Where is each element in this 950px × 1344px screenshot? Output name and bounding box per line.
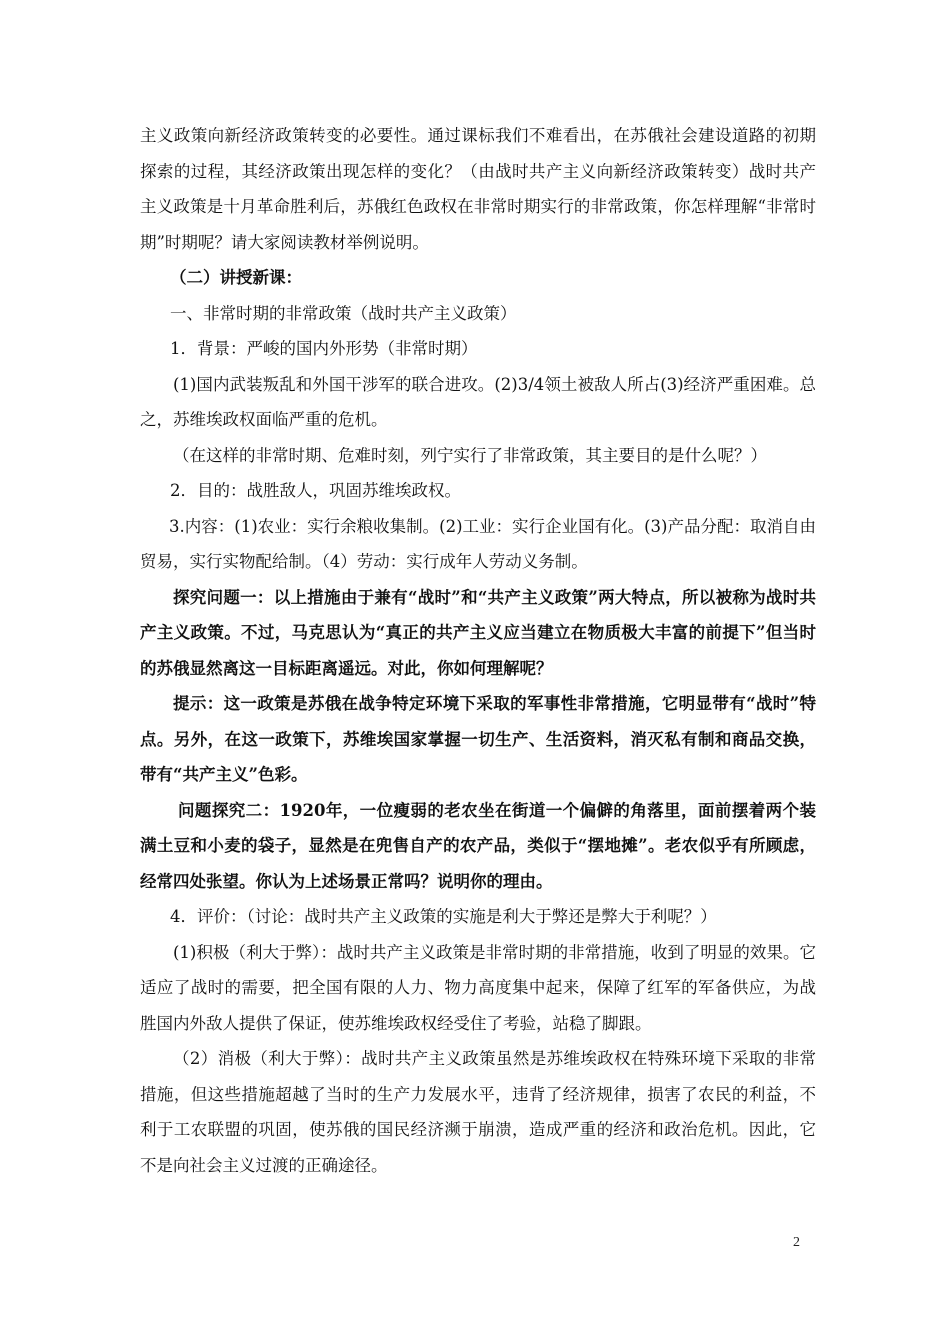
background-detail-paragraph: (1)国内武装叛乱和外国干涉军的联合进攻。(2)3/4领土被敌人所占(3)经济严重困难。总之，苏维埃政权面临严重的危机。 — [140, 374, 816, 429]
content-paragraph: 3.内容：(1)农业：实行余粮收集制。(2)工业：实行企业国有化。(3)产品分配：取消自由贸易，实行实物配给制。（4）劳动：实行成年人劳动义务制。 — [140, 516, 816, 571]
negative-evaluation-paragraph: （2）消极（利大于弊）：战时共产主义政策虽然是苏维埃政权在特殊环境下采取的非常措施，但这些措施超越了当时的生产力发展水平，违背了经济规律，损害了农民的利益，不利于工农联盟的巩固，使苏俄的国民经济濒于崩溃，造成严重的经济和政治危机。因此，它不是向社会主义过渡的正确途径。 — [140, 1049, 816, 1175]
page-number: 2 — [793, 1235, 800, 1250]
transition-question: （在这样的非常时期、危难时刻，列宁实行了非常政策，其主要目的是什么呢？） — [173, 445, 767, 465]
lesson-heading: （二）讲授新课： — [170, 268, 302, 287]
hint-paragraph: 提示：这一政策是苏俄在战争特定环境下采取的军事性非常措施，它明显带有“战时”特点。另外，在这一政策下，苏维埃国家掌握一切生产、生活资料，消灭私有制和商品交换，带有“共产主义”色彩。 — [140, 694, 816, 784]
evaluation-heading: 4．评价：（讨论：战时共产主义政策的实施是利大于弊还是弊大于利呢？） — [170, 907, 717, 926]
purpose-heading: 2．目的：战胜敌人，巩固苏维埃政权。 — [170, 481, 461, 500]
inquiry-two-paragraph: 问题探究二：1920年，一位瘦弱的老农坐在街道一个偏僻的角落里，面前摆着两个装满土豆和小麦的袋子，显然是在兜售自产的农产品，类似于“摆地摊”。老农似乎有所顾虑，经常四处张望。你认为上述场景正常吗？说明你的理由。 — [140, 800, 816, 891]
inquiry-one-paragraph: 探究问题一：以上措施由于兼有“战时”和“共产主义政策”两大特点，所以被称为战时共产主义政策。不过，马克思认为“真正的共产主义应当建立在物质极大丰富的前提下”但当时的苏俄显然离这一目标距离遥远。对此，你如何理解呢？ — [140, 587, 816, 678]
section-one-heading: 一、非常时期的非常政策（战时共产主义政策） — [170, 303, 517, 323]
background-heading: 1．背景：严峻的国内外形势（非常时期） — [170, 339, 478, 358]
document-body — [140, 118, 816, 1183]
positive-evaluation-paragraph: (1)积极（利大于弊）：战时共产主义政策是非常时期的非常措施，收到了明显的效果。它适应了战时的需要，把全国有限的人力、物力高度集中起来，保障了红军的军备供应，为战胜国内外敌人提供了保证，使苏维埃政权经受住了考验，站稳了脚跟。 — [140, 942, 816, 1033]
intro-paragraph: 主义政策向新经济政策转变的必要性。通过课标我们不难看出，在苏俄社会建设道路的初期探索的过程，其经济政策出现怎样的变化？（由战时共产主义向新经济政策转变）战时共产主义政策是十月革命胜利后，苏俄红色政权在非常时期实行的非常政策，你怎样理解“非常时期”时期呢？请大家阅读教材举例说明。 — [140, 126, 816, 252]
